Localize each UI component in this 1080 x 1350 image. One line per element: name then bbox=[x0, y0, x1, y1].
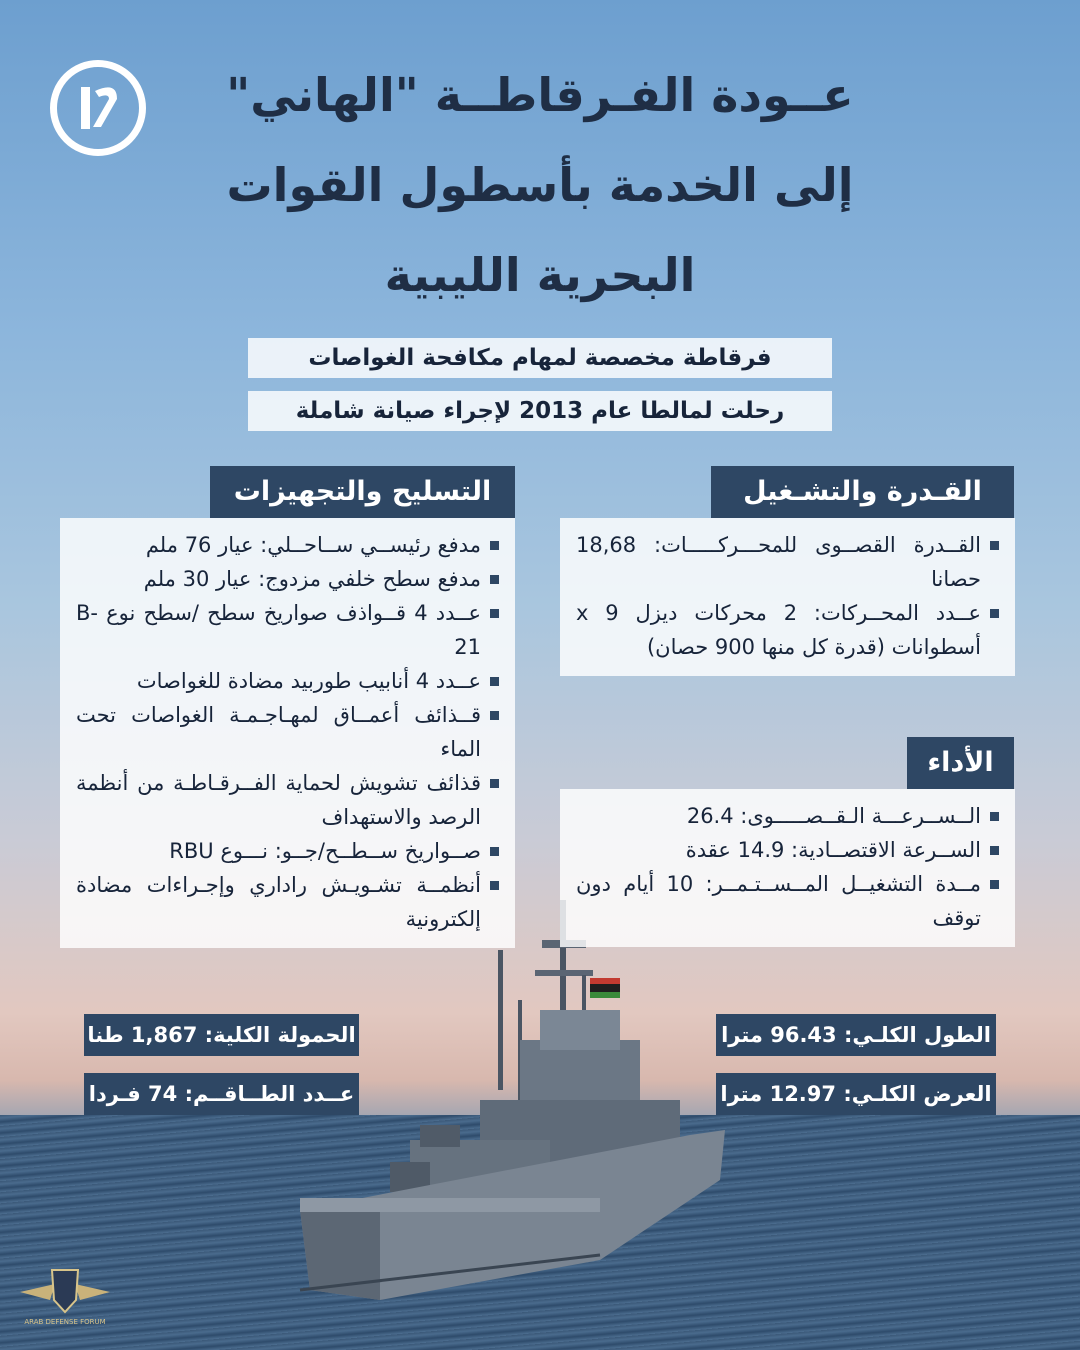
title-line-3: البحرية الليبية bbox=[384, 248, 696, 302]
title-line-1: عــودة الفـرقاطــة "الهاني" bbox=[226, 68, 854, 122]
performance-heading: الأداء bbox=[907, 737, 1014, 789]
list-item: الــســرعـــة الـقــصـــــوى: 26.4 bbox=[576, 799, 999, 833]
title-line-2: إلى الخدمة بأسطول القوات bbox=[226, 158, 854, 212]
stat-displacement: الحمولة الكلية: 1,867 طنا bbox=[84, 1014, 359, 1056]
list-item: أنظمــة تشـويـش راداري وإجـراءات مضادة إلكترونية bbox=[76, 868, 499, 936]
armament-heading: التسليح والتجهيزات bbox=[210, 466, 515, 518]
list-item: القــدرة القصــوى للمحـــركـــــات: 18,68 حصانا bbox=[576, 528, 999, 596]
watermark-text: ARAB DEFENSE FORUM bbox=[24, 1318, 106, 1326]
list-item: مدفع رئيســي ســاحــلي: عيار 76 ملم bbox=[76, 528, 499, 562]
list-item: عــدد 4 قــواذف صواريخ سطح /سطح نوع B-21 bbox=[76, 596, 499, 664]
stat-length: الطول الكلـي: 96.43 مترا bbox=[716, 1014, 996, 1056]
stat-width: العرض الكلـي: 12.97 مترا bbox=[716, 1073, 996, 1115]
list-item: قذائف تشويش لحماية الفــرقـاطـة من أنظمة الرصد والاستهداف bbox=[76, 766, 499, 834]
list-item: عــدد المحــركات: 2 محركات ديزل 9 x أسطوانات (قدرة كل منها 900 حصان) bbox=[576, 596, 999, 664]
armament-panel bbox=[60, 518, 515, 948]
subtitle-2: رحلت لمالطا عام 2013 لإجراء صيانة شاملة bbox=[248, 391, 832, 431]
list-item: مدفع سطح خلفي مزدوج: عيار 30 ملم bbox=[76, 562, 499, 596]
performance-panel bbox=[560, 789, 1015, 947]
list-item: الســرعة الاقتصــادية: 14.9 عقدة bbox=[576, 833, 999, 867]
channel-logo bbox=[50, 60, 146, 156]
power-heading: القـدرة والتشـغيل bbox=[711, 466, 1014, 518]
power-panel bbox=[560, 518, 1015, 676]
list-item: قــذائف أعمــاق لمهـاجـمـة الغواصات تحت الماء bbox=[76, 698, 499, 766]
list-item: صــواريخ ســطــح/جــو: نـــوع RBU bbox=[76, 834, 499, 868]
forum-watermark-icon bbox=[10, 1262, 120, 1322]
list-item: مــدة التشغيــل المــســتـمــر: 10 أيام دون توقف bbox=[576, 867, 999, 935]
list-item: عــدد 4 أنابيب طوربيد مضادة للغواصات bbox=[76, 664, 499, 698]
subtitle-1: فرقاطة مخصصة لمهام مكافحة الغواصات bbox=[248, 338, 832, 378]
stat-crew: عــدد الطــاقــم: 74 فـردا bbox=[84, 1073, 359, 1115]
